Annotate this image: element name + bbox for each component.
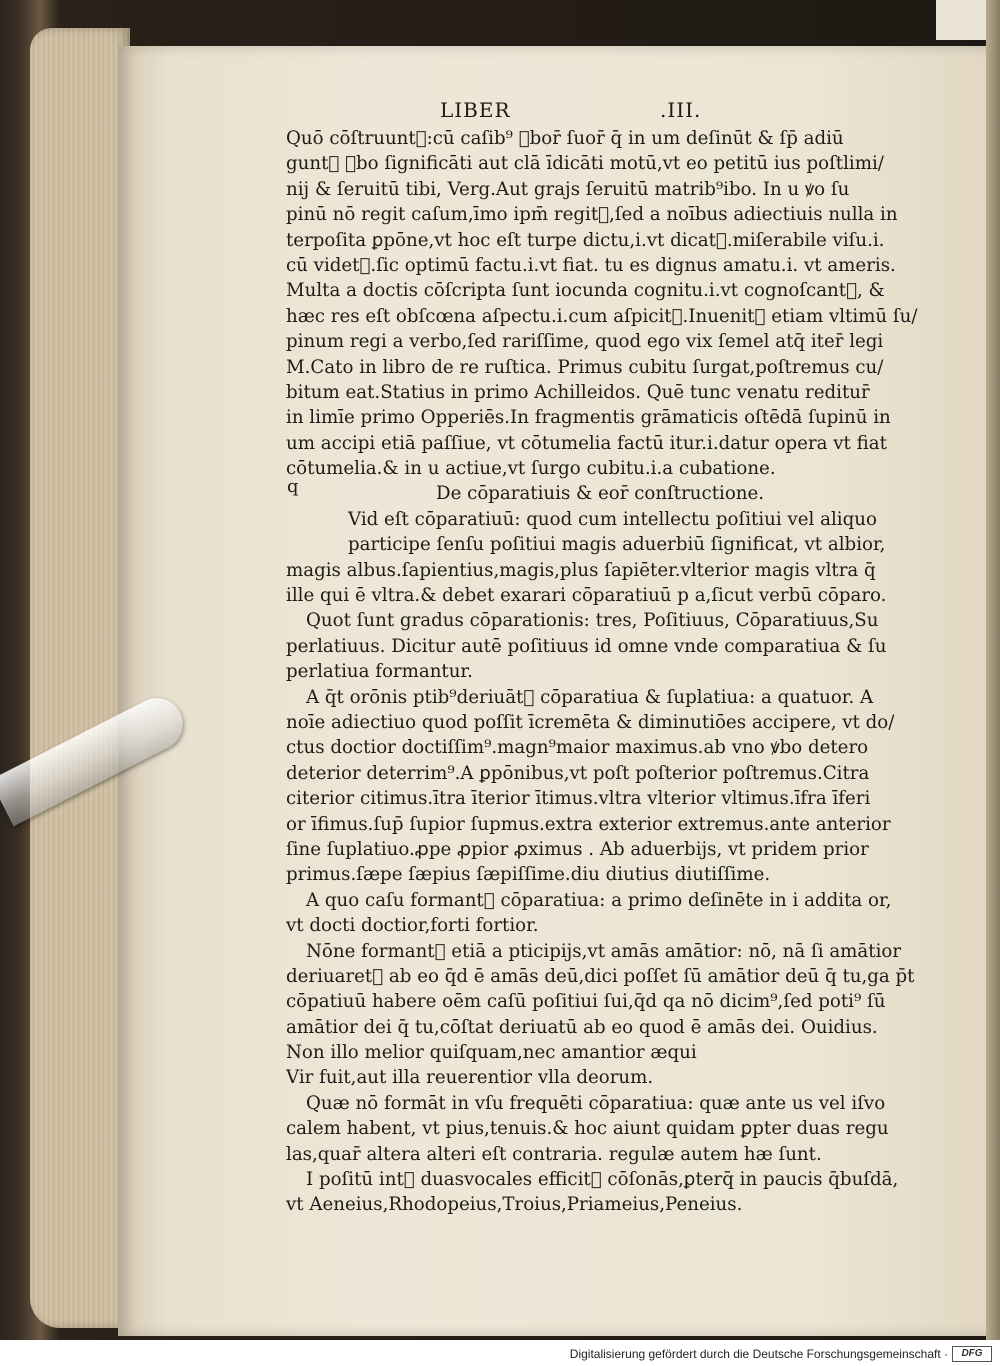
text-line: Multa a doctis cōſcripta ſunt iocunda cognitu.i.vt cognoſcant᷑, & (286, 280, 885, 302)
text-line: in limīe primo Opperiēs.In fragmentis grāmaticis oſtēdā ſupinū in (286, 407, 891, 429)
verse-line: Non illo melior quiſquam,nec amantior æqui (286, 1042, 697, 1064)
section-title: De cōparatiuis & eor̄ conſtructione. (436, 483, 765, 505)
text-line: cōtumelia.& in u actiue,vt ſurgo cubitu.i.a cubatione. (286, 458, 776, 480)
text-line: nij & ſeruitū tibi, Verg.Aut grajs ſeruitū matrib⁹ibo. In u ꝟo ſu (286, 178, 850, 200)
text-line: gunt᷑ ꝟbo ſignificāti aut clā īdicāti motū,vt eo petitū ius poſtlimi/ (286, 153, 884, 175)
funding-credit: Digitalisierung gefördert durch die Deutsche Forschungsgemeinschaft · (569, 1347, 948, 1361)
scan-strip (936, 0, 986, 40)
text-line: participe ſenſu poſitiui magis aduerbiū ſignificat, vt albior, (348, 534, 886, 556)
text-line: las,quar̄ altera alteri eſt contraria. regulæ autem hæ ſunt. (286, 1143, 822, 1165)
dfg-logo: DFG (952, 1346, 992, 1362)
text-line: ſine ſuplatiuo.ꝓpe ꝓpior ꝓximus . Ab aduerbijs, vt pridem prior (286, 838, 869, 860)
text-line: vt docti doctior,forti fortior. (286, 915, 539, 937)
text-line: bitum eat.Statius in primo Achilleidos. Quē tunc venatu reditur̄ (286, 381, 870, 403)
page-text (286, 126, 926, 1218)
text-line: Quot ſunt gradus cōparationis: tres, Poſitiuus, Cōparatiuus,Su (306, 610, 879, 632)
text-line: cū videt᷑.ſic optimū factu.i.vt fiat. tu es dignus amatu.i. vt ameris. (286, 254, 896, 276)
header-left: LIBER (440, 98, 511, 122)
text-line: perlatiua formantur. (286, 661, 473, 683)
text-line: terpoſita ꝑpōne,vt hoc eſt turpe dictu,i.vt dicat᷑.miſerabile viſu.i. (286, 229, 885, 251)
text-line: noīe adiectiuo quod poſſit īcremēta & diminutiōes accipere, vt do/ (286, 711, 895, 733)
text-line: magis albus.ſapientius,magis,plus ſapiēter.vlterior magis vltra q̄ (286, 559, 876, 581)
text-line: A q̄t orōnis ptib⁹deriuāt᷑ cōparatiua & ſuplatiua: a quatuor. A (306, 686, 874, 708)
text-line: pinū nō regit caſum,īmo ipm̄ regit᷑,ſed a noībus adiectiuis nulla in (286, 204, 898, 226)
text-line: A quo caſu formant᷑ cōparatiua: a primo deſinēte in i addita or, (306, 889, 892, 911)
text-line: perlatiuus. Dicitur autē poſitiuus id omne vnde comparatiua & ſu (286, 635, 887, 657)
text-line: Vid eſt cōparatiuū: quod cum intellectu poſitiui vel aliquo (348, 508, 877, 530)
text-line: primus.ſæpe ſæpius ſæpiſſime.diu diutius diutiſſime. (286, 864, 771, 886)
text-line: amātior dei q̄ tu,cōſtat deriuatū ab eo quod ē amās dei. Ouidius. (286, 1016, 878, 1038)
text-line: cōpatiuū habere oēm caſū poſitiui ſui,q̄d qa nō dicim⁹,ſed poti⁹ ſū (286, 991, 886, 1013)
text-line: Quō cōſtruunt᷑:cū caſib⁹ ꝟbor̄ ſuor̄ q̄ in um deſinūt & ſp̄ adiū (286, 128, 844, 149)
text-line: citerior citimus.ītra īterior ītimus.vltra vlterior vltimus.īfra īferi (286, 788, 871, 810)
text-line: ille qui ē vltra.& debet exarari cōparatiuū p a,ſicut verbū cōparo. (286, 585, 887, 607)
text-line: hæc res eſt obſcœna aſpectu.i.cum aſpicit᷑.Inuenit᷑ etiam vltimū ſu/ (286, 305, 918, 327)
text-line: pinum regi a verbo,ſed rariſſime, quod ego vix ſemel atq̄ iter̄ legi (286, 331, 884, 353)
text-line: or īfimus.ſup̄ ſupior ſupmus.extra exterior extremus.ante anterior (286, 813, 891, 835)
facing-page-edge (986, 0, 1000, 1340)
running-header (440, 98, 840, 126)
text-line: ctus doctior doctiſſim⁹.magn⁹maior maximus.ab vno ꝟbo detero (286, 737, 869, 759)
text-line: Nōne formant᷑ etiā a pticipijs,vt amās amātior: nō, nā ſi amātior (306, 940, 902, 962)
footer (0, 1340, 1000, 1366)
text-line: um accipi etiā paſſiue, vt cōtumelia factū itur.i.datur opera vt fiat (286, 432, 887, 454)
text-line: deriuaret᷑ ab eo q̄d ē amās deū,dici poſſet ſū amātior deū q̄ tu,ga p̄t (286, 965, 915, 987)
verse-line: Vir fuit,aut illa reuerentior vlla deorum. (286, 1067, 654, 1089)
page-edges (30, 28, 130, 1328)
text-line: calem habent, vt pius,tenuis.& hoc aiunt quidam ꝑpter duas regu (286, 1118, 889, 1140)
text-line: Quæ nō formāt in vſu frequēti cōparatiua: quæ ante us vel iſvo (306, 1092, 886, 1114)
header-right: .III. (660, 98, 702, 122)
text-line: M.Cato in libro de re ruſtica. Primus cubitu ſurgat,poſtremus cu/ (286, 356, 884, 378)
text-line: vt Aeneius,Rhodopeius,Troius,Priameius,Peneius. (286, 1194, 743, 1216)
text-line: I poſitū int᷑ duasvocales efficit᷑ cōſonās,ꝑterq̄ in paucis q̄buſdā, (306, 1169, 899, 1191)
guide-letter: q (287, 476, 299, 497)
text-line: deterior deterrim⁹.A ꝑpōnibus,vt poſt poſterior poſtremus.Citra (286, 762, 870, 784)
